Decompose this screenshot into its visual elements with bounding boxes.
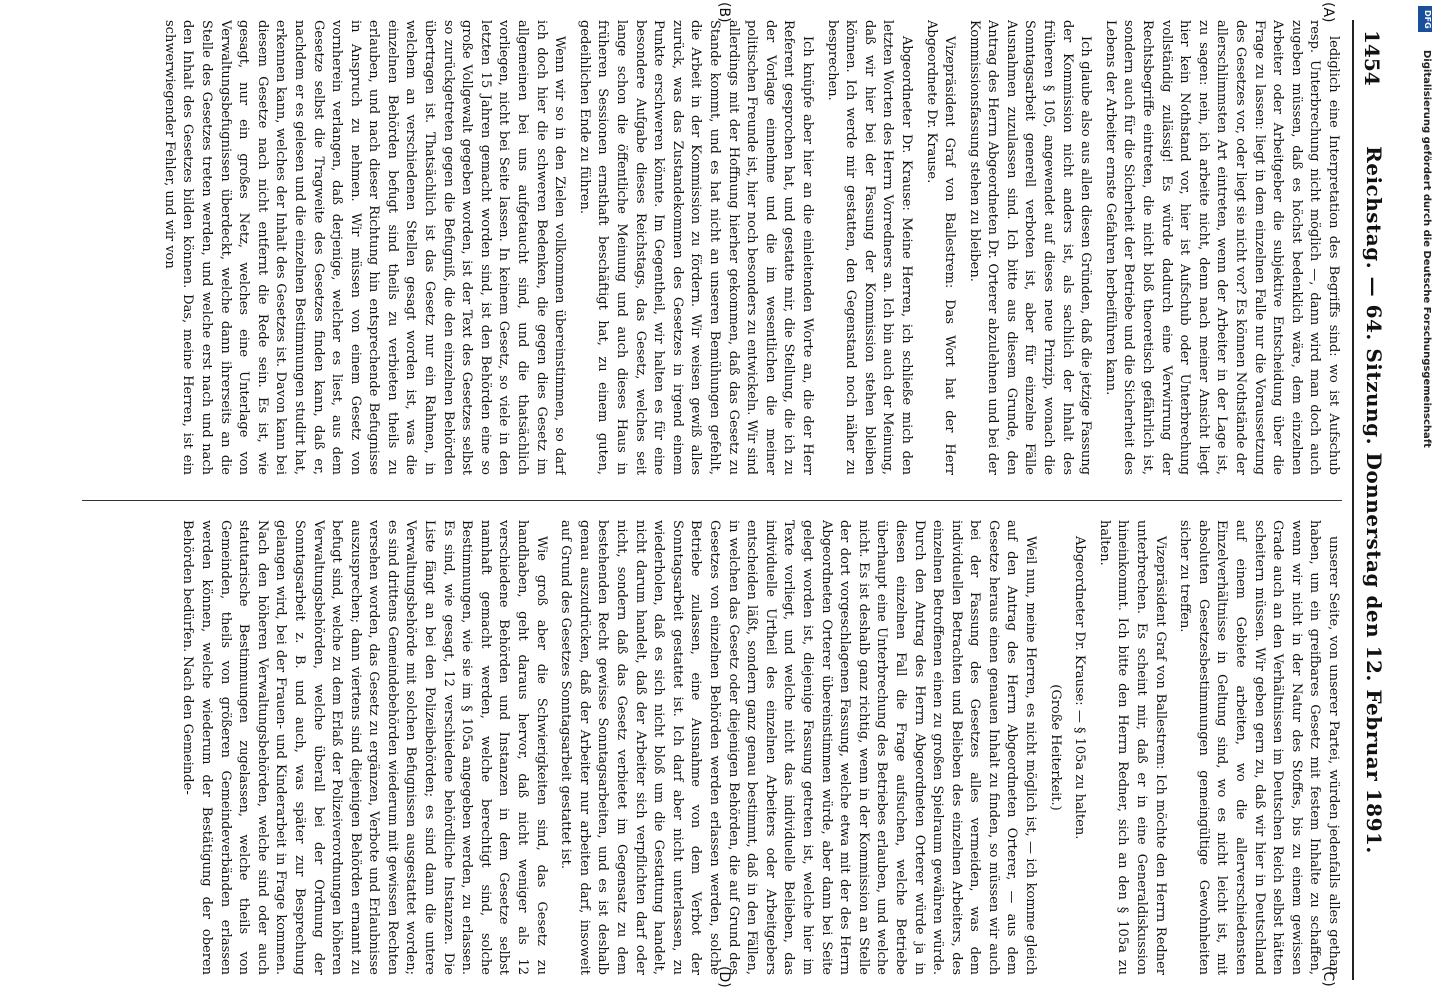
margin-marker-b: (B)	[716, 2, 732, 23]
watermark-text: Digitalisierung gefördert durch die Deutsche Forschungsgemeinschaft	[1421, 50, 1432, 448]
left-paragraph: Abgeordneter Dr. Krause: Meine Herren, ich schließe mich den letzten Worten des Herrn Vorredners an. Ich bin auch der Meinung, daß wir hier bei der Fassung der Kommission stehen bleiben können. Ich werde mir gestatten, den Gegenstand noch näher zu besprechen.	[824, 20, 914, 475]
margin-marker-c: (C)	[1320, 966, 1336, 987]
left-paragraph: Wenn wir so in den Zielen vollkommen übereinstimmen, so darf ich doch hier die schweren Bedenken, die gegen dies Gesetz im allgemeinen bei uns aufgetaucht sind, und die thatsächlich vorliegen, nicht bei Seite lassen. In keinem Gesetz, so viele in den letzten 15 Jahren gemacht worden sind, ist den Behörden eine so große Vollgewalt gegeben worden, ist der Text des Gesetzes selbst so zurückgetreten gegen die Befugniß, die den einzelnen Behörden übertragen ist. Thatsächlich ist das Gesetz nur ein Rahmen, in welchem an verschiedenen Stellen gesagt worden ist, was die einzelnen Behörden befugt sind theils zu verbieten theils zu erlauben, und nach dieser Richtung hin entsprechende Befugnisse in Anspruch zu nehmen. Wir müssen von einem Gesetz von vornherein verlangen, daß derjenige, welcher es liest, aus dem Gesetze selbst die Tragweite des Gesetzes finden kann, daß er, nachdem er es gelesen und die einzelnen Bestimmungen studirt hat, erkennen kann, welches der Inhalt des Gesetzes ist. Davon kann bei diesem Gesetze nach nicht entfernt die Rede sein. Es ist, wie gesagt, nur ein großes Netz, welches eine Unterlage von Verwaltungsbefugnissen überdeckt, welche dann ihrerseits an die Stelle des Gesetzes treten werden, und welche erst nach und nach den Inhalt des Gesetzes bilden können. Das, meine Herren, ist ein schwerwiegender Fehler, und wir von	[161, 20, 568, 475]
header-rule	[1352, 20, 1354, 980]
margin-marker-d: (D)	[716, 966, 732, 988]
left-paragraph: Ich knüpfe aber hier an die einleitenden Worte an, die der Herr Referent gesprochen hat, und gestatte mir, die Stellung, die ich zu der Vorlage einnehme und die im wesentlichen die meiner politischen Freunde ist, hier noch besonders zu entwickeln. Wir sind allerdings mit der Hoffnung hierher gekommen, daß das Gesetz zu Stande kommt, und es hat nicht an unseren Bemühungen gefehlt, die Arbeit in der Kommission zu fördern. Wir weisen gewiß alles zurück, was das Zustandekommen des Gesetzes in irgend einem Punkte erschweren könnte. Im Gegentheil, wir halten es für eine besondere Aufgabe dieses Reichstags, das Gesetz, welches seit lange schon die öffentliche Meinung und auch dieses Haus in früheren Sessionen ernsthaft beschäftigt hat, zu einem guten, gedeihlichen Ende zu führen.	[576, 20, 815, 475]
right-paragraph: Weil nun, meine Herren, es nicht möglich ist, — ich komme gleich auf den Antrag des Herrn Abgeordneten Orterer, — aus dem Gesetze heraus einen genauen Inhalt zu finden, so müssen wir auch bei der Fassung des Gesetzes alles vermeiden, was dem individuellen Betrachten und Belieben des einzelnen Arbeiters, des einzelnen Betroffenen einen zu großen Spielraum gewähren würde. Durch den Antrag des Herrn Abgeordneten Orterer würde ja in diesen einzelnen Fall die Frage aufsuchen, welche Betriebe überhaupt eine Unterbrechung des Betriebes erlauben, und welche nicht. Es ist deshalb ganz richtig, wenn in der Kommission an Stelle der dort vorgeschlagenen Fassung, welche etwa mit der des Herrn Abgeordneten Orterer übereinstimmen würde, aber dann bei Seite gelegt worden ist, diejenige Fassung getreten ist, welche hier im Texte vorliegt, und welche nicht das individuelle Belieben, das individuelle Urtheil des einzelnen Arbeiters oder Arbeitgebers entscheiden läßt, sondern ganz genau bestimmt, daß in den Fällen, in welchen das Gesetz oder diejenigen Behörden, die auf Grund des Gesetzes von einzelnen Behörden werden erlassen werden, solche Betriebe zulassen, eine Ausnahme von dem Verbot der Sonntagsarbeit gestattet ist. Ich darf aber nicht unterlassen, zu wiederholen, daß es sich nicht bloß um die Gestattung handelt, nicht darum handelt, daß der Arbeiter sich verpflichten darf oder nicht, sondern daß das Gesetz verbietet im Gegensatz zu dem bestehenden Recht gewisse Sonntagsarbeiten, und es ist deshalb genau auszudrücken, daß der Arbeiter nur arbeiten darf, insoweit auf Grund des Gesetzes Sonntagsarbeit gestattet ist.	[558, 520, 1039, 975]
right-paragraph: Abgeordneter Dr. Krause: — § 105a zu halten.	[1072, 536, 1088, 840]
dfg-logo: DFG	[1418, 6, 1432, 32]
left-column	[82, 20, 1342, 475]
right-column	[82, 520, 1342, 975]
digitization-watermark	[1416, 30, 1432, 1000]
left-paragraph: Vizepräsident Graf von Ballestrem: Das Wort hat der Herr Abgeordnete Dr. Krause.	[923, 20, 958, 475]
right-paragraph: Vizepräsident Graf von Ballestrem: Ich möchte den Herrn Redner unterbrechen. Es scheint mir, daß er in eine Generaldiskussion hineinkommt. Ich bitte den Herrn Redner, sich an den § 105a zu halten.	[1096, 520, 1168, 975]
left-paragraph: Ich glaube also aus allen diesen Gründen, daß die jetzige Fassung der Kommission nicht anders ist, als sachlich der Inhalt des früheren § 105, angewendet auf dieses neue Prinzip, wonach die Sonntagsarbeit generell verboten ist, aber für einzelne Fälle Ausnahmen zuzulassen sind. Ich bitte aus diesem Grunde, den Antrag des Herrn Abgeordneten Dr. Orterer abzulehnen und bei der Kommissionsfassung stehen zu bleiben.	[966, 20, 1094, 475]
page-header	[1352, 0, 1392, 1000]
left-paragraph: lediglich eine Interpretation des Begriffs sind: wo ist Aufschub resp. Unterbrechung nicht möglich —, dann wird man doch auch zugeben müssen, daß es höchst bedenklich wäre, dem einzelnen Arbeiter oder Arbeitgeber die subjektive Entscheidung über die Frage zu lassen: liegt in dem einzelnen Falle nur die Voraussetzung des Gesetzes vor, oder liegt sie nicht vor? Es können Nothstände der allerschlimmsten Art eintreten, wenn der Arbeiter in der Lage ist, zu sagen: nein, ich arbeite nicht, denn nach meiner Ansicht liegt hier kein Nothstand vor, hier ist Aufschub oder Unterbrechung vollständig zulässig! Es würde dadurch eine Verwirrung der Rechtsbegriffe eintreten, die nicht bloß theoretisch gefährlich ist, sondern auch für die Sicherheit der Betriebe und die Sicherheit des Lebens der Arbeiter ernste Gefahren herbeiführen kann.	[1102, 20, 1341, 475]
page-number: 1454	[1360, 30, 1384, 86]
column-divider	[82, 500, 1342, 501]
margin-marker-a: (A)	[1320, 2, 1336, 23]
right-paragraph: (Große Heiterkeit.)	[1047, 684, 1063, 811]
right-paragraph: unserer Seite, von unserer Partei, würden jedenfalls alles gethan haben, um ein greifbares Gesetz mit festem Inhalte zu schaffen, wenn wir nicht in der Natur des Stoffes, bis zu einem gewissen Grade auch an den Verhältnissen im Deutschen Reich selbst hätten scheitern müssen. Wir geben gern zu, daß wir hier in Deutschland auf einem Gebiete arbeiten, wo die allerverschiedensten Einzelverhältnisse in Geltung sind, wo es nicht leicht ist, mit absoluten Gesetzesbestimmungen gemeingültige Gewohnheiten sicher zu treffen.	[1177, 520, 1341, 975]
page-title: Reichstag. — 64. Sitzung. Donnerstag den 12. Februar 1891.	[1362, 146, 1386, 854]
right-paragraph: Wie groß aber die Schwierigkeiten sind, das Gesetz zu handhaben, geht daraus hervor, daß nicht weniger als 12 verschiedene Behörden und Instanzen in dem Gesetze selbst namhaft gemacht werden, welche berechtigt sind, solche Bestimmungen, wie sie im § 105a angegeben werden, zu erlassen. Es sind, wie gesagt, 12 verschiedene behördliche Instanzen. Die Liste fängt an bei den Polizeibehörden; es sind dann die untere Verwaltungsbehörde mit solchen Befugnissen ausgestattet worden; es sind drittens Gemeindebehörden wiederum mit gewissen Rechten versehen worden, das Gesetz zu ergänzen, Verbote und Erlaubnisse auszusprechen; dann viertens sind diejenigen Behörden ernannt zu befugt sind, welche zu dem Erlaß der Polizeiverordnungen höheren Verwaltungsbehörden, welche überall bei der Ordnung der Sonntagsarbeit z. B. und auch, was später zur Besprechung gelangen wird, bei der Frauen- und Kinderarbeit in Frage kommen. Nach den höheren Verwaltungsbehörden, welche sind oder auch statutarische Bestimmungen zugelassen, welche theils von Gemeinden, theils von größeren Gemeindeverbänden erlassen werden können, welche wiederum der Bestätigung der oberen Behörden bedürfen. Nach den Gemeinde-	[180, 520, 549, 975]
